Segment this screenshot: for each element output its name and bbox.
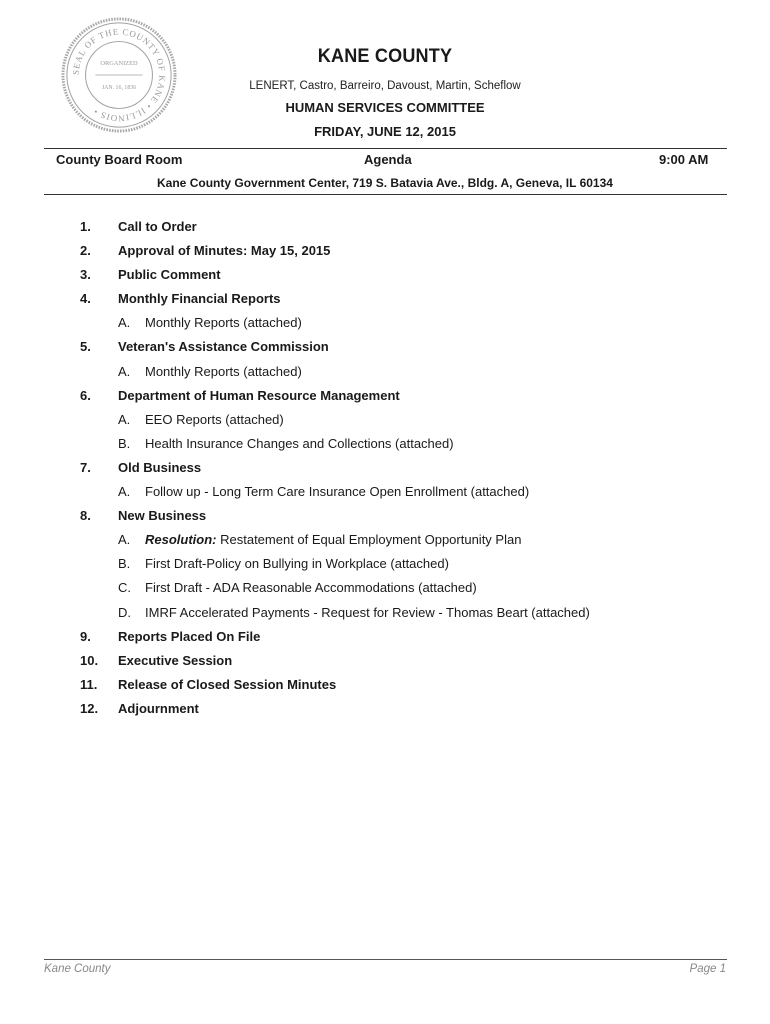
subitem-label: EEO Reports (attached) <box>145 411 284 427</box>
item-number: 11. <box>80 676 98 692</box>
header-rule-top <box>44 148 727 149</box>
footer-rule <box>44 959 727 960</box>
item-label: Executive Session <box>118 652 233 668</box>
subitem-label: Monthly Reports (attached) <box>145 315 302 331</box>
agenda-item <box>0 241 770 265</box>
agenda-item <box>0 699 770 723</box>
subitem-label: Health Insurance Changes and Collections (attached) <box>145 435 454 451</box>
item-number: 9. <box>80 628 91 644</box>
seal-ring-text: SEAL OF THE COUNTY OF KANE • ILLINOIS • <box>70 26 168 124</box>
item-number: 3. <box>80 267 91 283</box>
subitem-label: Follow up - Long Term Care Insurance Open Enrollment (attached) <box>145 484 530 500</box>
meeting-date: FRIDAY, JUNE 12, 2015 <box>314 124 456 139</box>
item-label: Veteran's Assistance Commission <box>118 339 329 355</box>
item-label: Department of Human Resource Management <box>118 387 400 403</box>
agenda-item <box>0 506 770 530</box>
item-label: Release of Closed Session Minutes <box>118 676 337 692</box>
item-number: 1. <box>80 219 91 234</box>
subitem-label: Monthly Reports (attached) <box>145 363 302 379</box>
agenda-item <box>0 651 770 675</box>
item-label: New Business <box>118 508 207 524</box>
committee-members: LENERT, Castro, Barreiro, Davoust, Martin, Scheflow <box>249 80 521 92</box>
document-type: Agenda <box>364 152 412 167</box>
county-seal-logo <box>60 16 178 134</box>
meeting-time: 9:00 AM <box>659 152 709 167</box>
meeting-location: Kane County Government Center, 719 S. Batavia Ave., Bldg. A, Geneva, IL 60134 <box>157 176 613 190</box>
committee-name: HUMAN SERVICES COMMITTEE <box>285 100 485 115</box>
subitem-label <box>145 530 521 550</box>
item-number: 10. <box>80 652 99 668</box>
item-number: 7. <box>80 459 91 475</box>
item-label: Monthly Financial Reports <box>118 291 281 307</box>
agenda-subitem <box>0 530 770 554</box>
agenda-subitem <box>0 603 770 627</box>
item-number: 5. <box>80 339 91 355</box>
agenda-item <box>0 289 770 313</box>
subitem-letter: B. <box>118 435 131 451</box>
subitem-letter: A. <box>118 484 131 500</box>
subitem-letter: A. <box>118 363 131 379</box>
subitem-label: First Draft-Policy on Bullying in Workplace (attached) <box>145 556 449 572</box>
subitem-letter: D. <box>118 604 131 620</box>
agenda-subitem <box>0 313 770 337</box>
agenda-item <box>0 386 770 410</box>
agenda-subitem <box>0 482 770 506</box>
subitem-letter: B. <box>118 556 131 572</box>
seal-inner-top: ORGANIZED <box>100 60 138 68</box>
page-title: KANE COUNTY <box>317 46 453 67</box>
item-label: Approval of Minutes: May 15, 2015 <box>118 243 331 259</box>
agenda-subitem <box>0 434 770 458</box>
subitem-label: IMRF Accelerated Payments - Request for Review - Thomas Beart (attached) <box>145 604 590 620</box>
subitem-label: First Draft - ADA Reasonable Accommodations (attached) <box>145 580 477 596</box>
subitem-letter: A. <box>118 315 131 331</box>
resolution-emphasis: Resolution: <box>145 532 217 548</box>
item-label: Old Business <box>118 459 202 475</box>
agenda-subitem <box>0 362 770 386</box>
item-number: 12. <box>80 700 99 716</box>
item-label: Call to Order <box>118 219 197 234</box>
agenda-subitem <box>0 554 770 578</box>
item-number: 8. <box>80 508 91 524</box>
agenda-subitem <box>0 578 770 602</box>
agenda-list <box>0 217 770 723</box>
item-number: 4. <box>80 291 91 307</box>
agenda-item <box>0 458 770 482</box>
agenda-item <box>0 265 770 289</box>
item-number: 2. <box>80 243 91 259</box>
item-label: Adjournment <box>118 700 199 716</box>
subitem-letter: A. <box>118 411 131 427</box>
item-number: 6. <box>80 387 91 403</box>
agenda-item <box>0 627 770 651</box>
agenda-item <box>0 217 770 241</box>
agenda-item <box>0 675 770 699</box>
footer-county: Kane County <box>44 963 111 975</box>
item-label: Public Comment <box>118 267 221 283</box>
subitem-label-text: Restatement of Equal Employment Opportunity Plan <box>216 532 522 548</box>
subitem-letter: C. <box>118 580 131 596</box>
item-label: Reports Placed On File <box>118 628 261 644</box>
header-rule-bottom <box>44 194 727 195</box>
agenda-item <box>0 337 770 361</box>
meeting-room: County Board Room <box>56 152 183 167</box>
subitem-letter: A. <box>118 532 131 548</box>
seal-inner-date: JAN. 16, 1836 <box>101 84 137 91</box>
agenda-subitem <box>0 410 770 434</box>
footer-page-number: Page 1 <box>689 963 726 975</box>
